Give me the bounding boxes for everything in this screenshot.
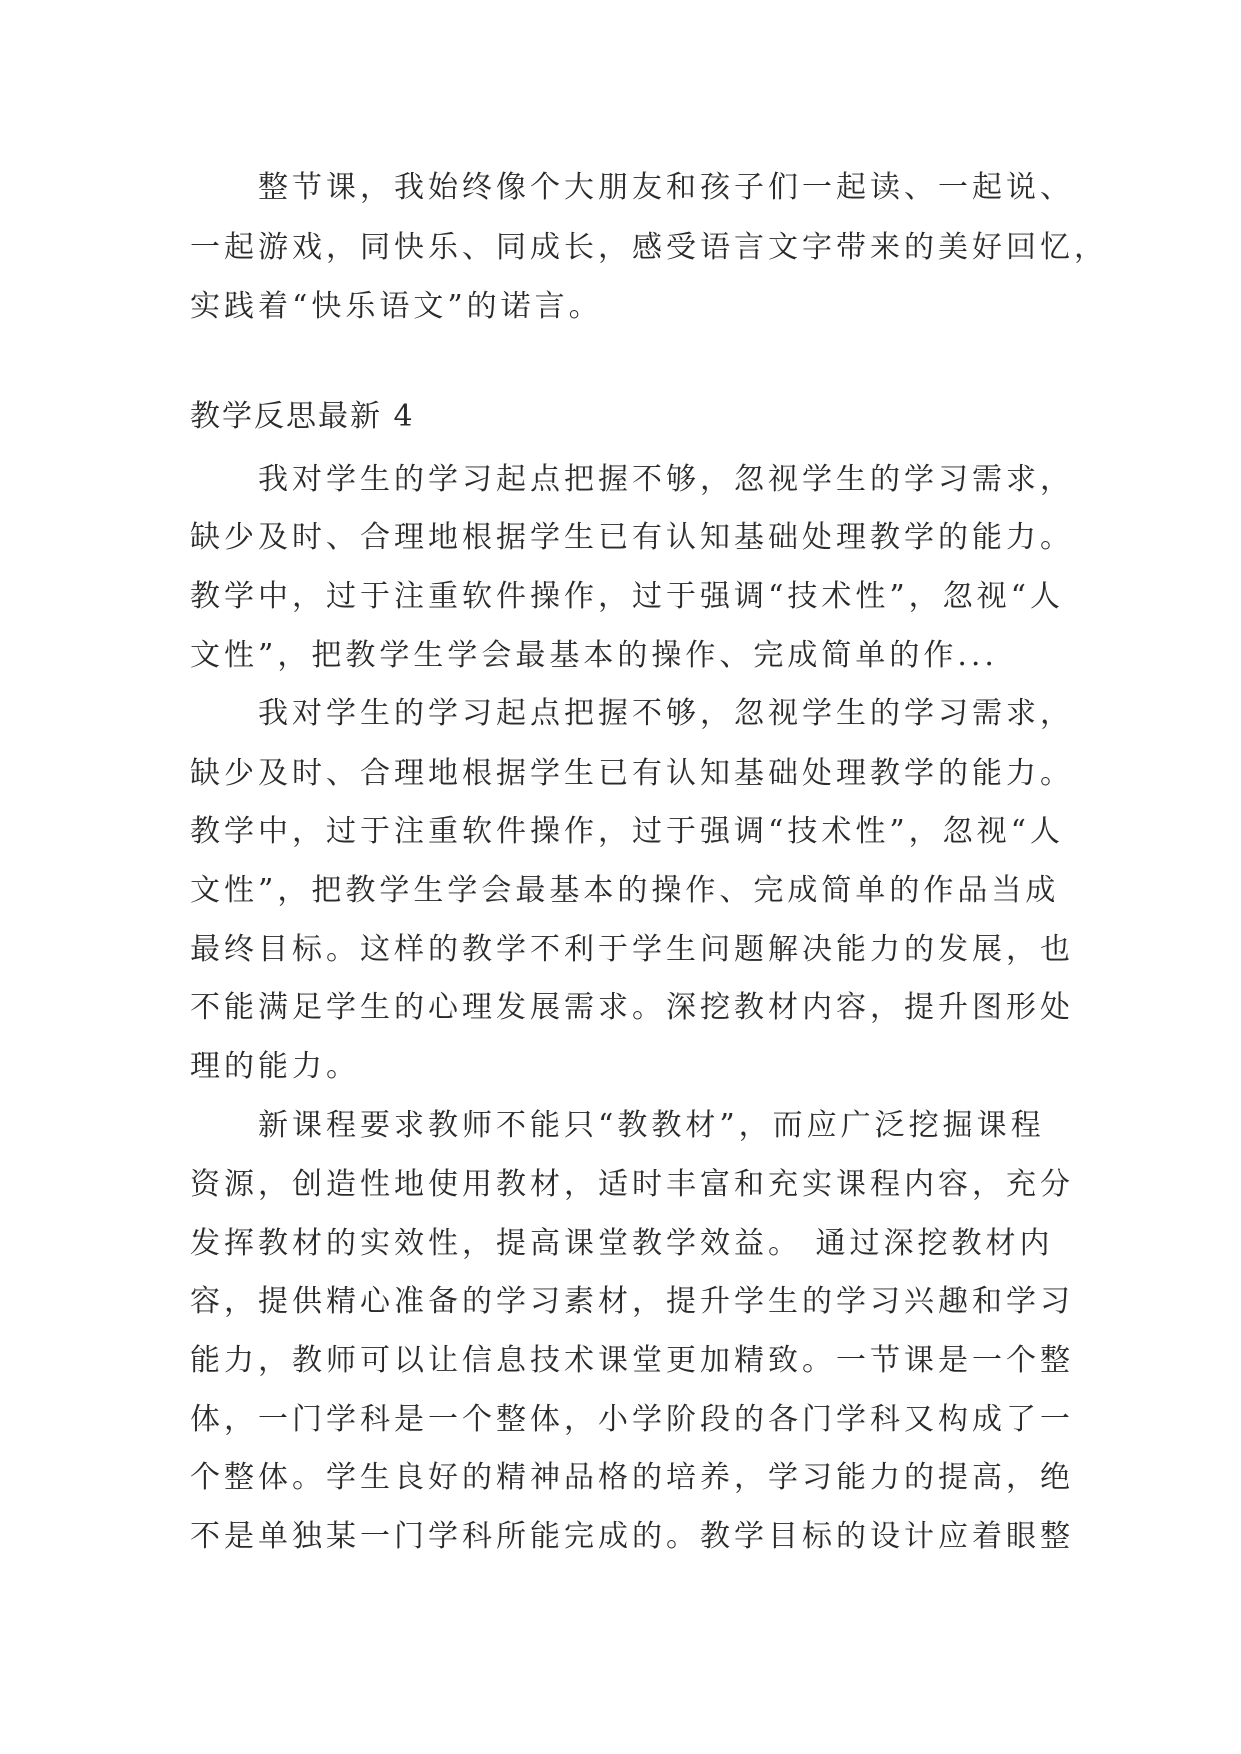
paragraph-2-line-4: 文性”，把教学生学会最基本的操作、完成简单的作品当成 xyxy=(190,873,1060,908)
paragraph-1-line-3: 实践着“快乐语文”的诺言。 xyxy=(190,289,603,324)
paragraph-1-line-2: 一起游戏，同快乐、同成长，感受语言文字带来的美好回忆， xyxy=(190,230,1108,265)
summary-line-3: 教学中，过于注重软件操作，过于强调“技术性”，忽视“人 xyxy=(190,579,1065,614)
paragraph-3-line-5: 能力，教师可以让信息技术课堂更加精致。一节课是一个整 xyxy=(190,1343,1074,1378)
section-heading: 教学反思最新 4 xyxy=(190,399,415,434)
paragraph-2-line-3: 教学中，过于注重软件操作，过于强调“技术性”，忽视“人 xyxy=(190,814,1065,849)
paragraph-2-line-5: 最终目标。这样的教学不利于学生问题解决能力的发展，也 xyxy=(190,932,1074,967)
paragraph-3-line-2: 资源，创造性地使用教材，适时丰富和充实课程内容，充分 xyxy=(190,1167,1074,1202)
paragraph-2-line-2: 缺少及时、合理地根据学生已有认知基础处理教学的能力。 xyxy=(190,756,1074,791)
summary-line-1: 我对学生的学习起点把握不够，忽视学生的学习需求， xyxy=(258,462,1074,497)
summary-line-2: 缺少及时、合理地根据学生已有认知基础处理教学的能力。 xyxy=(190,520,1074,555)
paragraph-2-line-6: 不能满足学生的心理发展需求。深挖教材内容，提升图形处 xyxy=(190,990,1074,1025)
paragraph-2-line-7: 理的能力。 xyxy=(190,1049,360,1084)
paragraph-3-line-4: 容，提供精心准备的学习素材，提升学生的学习兴趣和学习 xyxy=(190,1284,1074,1319)
paragraph-3-line-1: 新课程要求教师不能只“教教材”，而应广泛挖掘课程 xyxy=(258,1108,1045,1143)
paragraph-3-line-8: 不是单独某一门学科所能完成的。教学目标的设计应着眼整 xyxy=(190,1519,1074,1554)
paragraph-2-line-1: 我对学生的学习起点把握不够，忽视学生的学习需求， xyxy=(258,696,1074,731)
paragraph-3-line-3: 发挥教材的实效性，提高课堂教学效益。 通过深挖教材内 xyxy=(190,1226,1054,1261)
paragraph-3-line-6: 体，一门学科是一个整体，小学阶段的各门学科又构成了一 xyxy=(190,1402,1074,1437)
paragraph-3-line-7: 个整体。学生良好的精神品格的培养，学习能力的提高，绝 xyxy=(190,1460,1074,1495)
paragraph-1-line-1: 整节课，我始终像个大朋友和孩子们一起读、一起说、 xyxy=(258,170,1074,205)
summary-line-4: 文性”，把教学生学会最基本的操作、完成简单的作... xyxy=(190,638,998,673)
